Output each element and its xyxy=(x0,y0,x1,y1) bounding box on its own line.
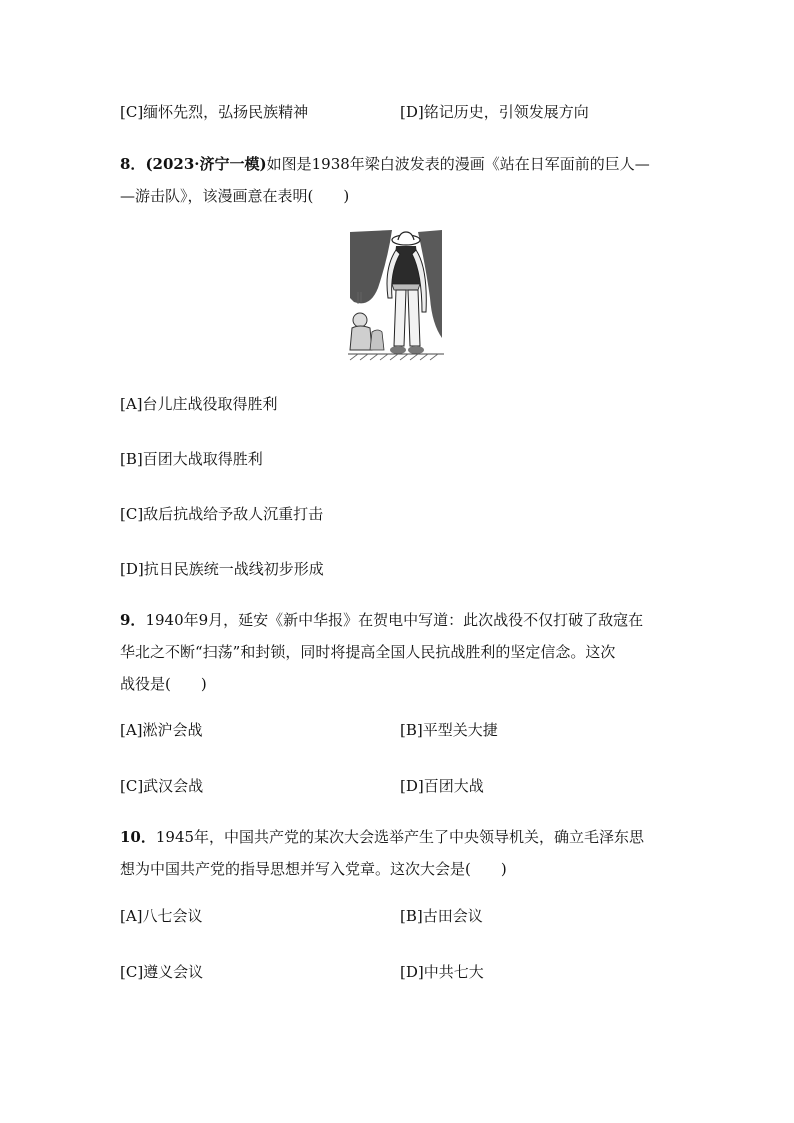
q7-option-d: [D]铭记历史，引领发展方向 xyxy=(400,103,589,121)
q10-stem-text: 1945年，中国共产党的某次大会选举产生了中央领导机关，确立毛泽东思 xyxy=(155,828,645,846)
q8-option-b: [B]百团大战取得胜利 xyxy=(120,450,263,468)
q8-stem-line1 xyxy=(120,154,650,174)
q9-stem-line1 xyxy=(120,610,643,630)
q10-option-c: [C]遵义会议 xyxy=(120,963,204,981)
q10-option-b: [B]古田会议 xyxy=(400,907,483,925)
q8-stem-line2: —游击队》，该漫画意在表明( ) xyxy=(120,187,350,205)
q9-option-d: [D]百团大战 xyxy=(400,777,484,795)
q10-option-d: [D]中共七大 xyxy=(400,963,484,981)
q8-number: 8． xyxy=(120,155,146,173)
q8-stem-text: 如图是1938年梁白波发表的漫画《站在日军面前的巨人— xyxy=(266,155,650,173)
q9-number: 9． xyxy=(120,611,146,629)
q8-option-c: [C]敌后抗战给予敌人沉重打击 xyxy=(120,505,324,523)
q8-source: (2023·济宁一模) xyxy=(145,155,267,173)
q9-option-c: [C]武汉会战 xyxy=(120,777,204,795)
q8-option-d: [D]抗日民族统一战线初步形成 xyxy=(120,560,324,578)
q10-stem-line2: 想为中国共产党的指导思想并写入党章。这次大会是( ) xyxy=(120,860,507,878)
q9-stem-line3: 战役是( ) xyxy=(120,675,207,693)
q10-number: 10． xyxy=(120,828,156,846)
q9-stem-line2: 华北之不断“扫荡”和封锁，同时将提高全国人民抗战胜利的坚定信念。这次 xyxy=(120,643,616,661)
q10-stem-line1 xyxy=(120,827,644,847)
cartoon-image xyxy=(348,228,444,364)
q9-option-a: [A]淞沪会战 xyxy=(120,721,203,739)
q10-option-a: [A]八七会议 xyxy=(120,907,203,925)
q7-option-c: [C]缅怀先烈，弘扬民族精神 xyxy=(120,103,309,121)
q9-stem-text: 1940年9月，延安《新中华报》在贺电中写道：此次战役不仅打破了敌寇在 xyxy=(145,611,644,629)
q8-option-a: [A]台儿庄战役取得胜利 xyxy=(120,395,278,413)
q9-option-b: [B]平型关大捷 xyxy=(400,721,498,739)
